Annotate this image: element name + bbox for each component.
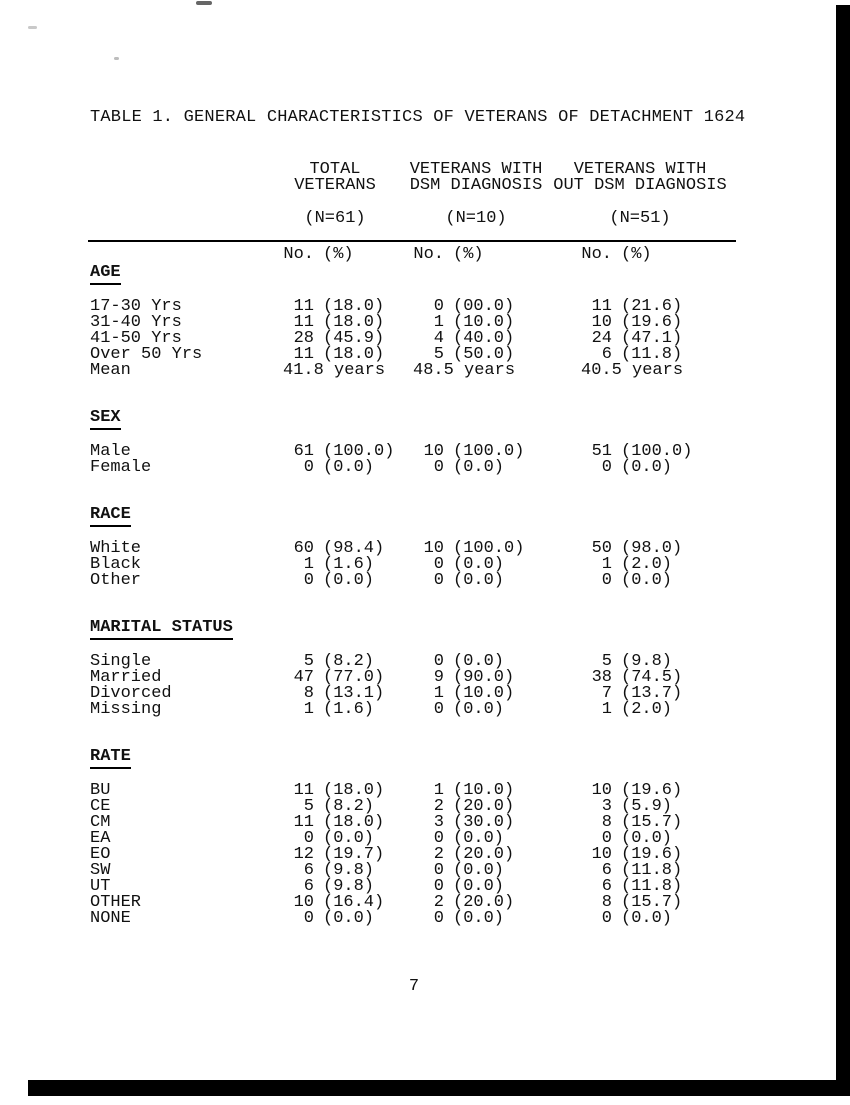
cell-percent: (10.0) (453, 781, 515, 800)
row-label: 17-30 Yrs (90, 297, 182, 316)
section-rows (90, 783, 750, 927)
table-subheader-row (90, 247, 750, 263)
cell-percent: (9.8) (621, 652, 673, 671)
cell-count: 7 (601, 684, 612, 703)
cell-count: 1 (433, 313, 444, 332)
row-label: NONE (90, 909, 131, 928)
cell-count: 6 (303, 877, 314, 896)
column-header-line: DSM DIAGNOSIS (409, 176, 543, 195)
table-row (90, 363, 750, 379)
cell-percent: (0.0) (621, 571, 673, 590)
column-header-line: VETERANS WITH (409, 160, 543, 179)
cell-count: 8 (601, 893, 612, 912)
cell-count: 50 (591, 539, 612, 558)
cell-count: 51 (591, 442, 612, 461)
cell-percent: (8.2) (323, 652, 375, 671)
cell-percent: (10.0) (453, 684, 515, 703)
row-label: BU (90, 781, 111, 800)
section-heading (90, 749, 750, 765)
cell-count: 8 (601, 813, 612, 832)
table-section (90, 410, 750, 476)
cell-text: 41.8 years (283, 361, 386, 380)
cell-count: 0 (601, 829, 612, 848)
column-header-with-dsm (398, 162, 554, 227)
table-title: TABLE 1. GENERAL CHARACTERISTICS OF VETERANS OF DETACHMENT 1624 (90, 108, 746, 127)
cell-percent: (100.0) (323, 442, 395, 461)
cell-count: 1 (433, 781, 444, 800)
cell-group (581, 573, 703, 589)
column-header-total-veterans (270, 162, 400, 227)
cell-percent: (2.0) (621, 700, 673, 719)
column-n-count: (N=51) (609, 209, 671, 228)
column-n-count: (N=10) (445, 209, 507, 228)
cell-group (283, 911, 405, 927)
cell-group (413, 363, 535, 379)
cell-percent: (0.0) (453, 909, 505, 928)
table-row (90, 911, 750, 927)
section-rows (90, 444, 750, 476)
cell-percent: (19.6) (621, 845, 683, 864)
cell-percent: (0.0) (453, 555, 505, 574)
cell-count: 2 (433, 893, 444, 912)
row-label: White (90, 539, 142, 558)
section-heading-text: MARITAL STATUS (90, 618, 233, 640)
table-section (90, 265, 750, 379)
cell-count: 0 (303, 571, 314, 590)
cell-group (581, 702, 703, 718)
cell-percent: (00.0) (453, 297, 515, 316)
cell-count: 0 (433, 700, 444, 719)
cell-percent: (0.0) (621, 829, 673, 848)
row-label: Female (90, 458, 152, 477)
cell-count: 11 (293, 313, 314, 332)
cell-count: 9 (433, 668, 444, 687)
cell-count: 11 (293, 813, 314, 832)
row-label: EA (90, 829, 111, 848)
table-sections (90, 265, 750, 927)
section-heading-text: RATE (90, 747, 131, 769)
cell-percent: (0.0) (453, 829, 505, 848)
cell-percent: (11.8) (621, 345, 683, 364)
row-label: CM (90, 813, 111, 832)
cell-count: 10 (293, 893, 314, 912)
cell-group (283, 363, 405, 379)
cell-percent: (98.0) (621, 539, 683, 558)
cell-count: 47 (293, 668, 314, 687)
cell-percent: (100.0) (621, 442, 693, 461)
cell-percent: (10.0) (453, 313, 515, 332)
cell-percent: (90.0) (453, 668, 515, 687)
column-n-count: (N=61) (304, 209, 366, 228)
cell-percent: (0.0) (323, 458, 375, 477)
cell-percent: (47.1) (621, 329, 683, 348)
column-header-line: OUT DSM DIAGNOSIS (553, 176, 727, 195)
scan-artifact-bottom-bar (28, 1080, 850, 1096)
cell-percent: (13.7) (621, 684, 683, 703)
column-header-without-dsm (542, 162, 738, 227)
row-label: SW (90, 861, 111, 880)
row-label: Missing (90, 700, 162, 719)
cell-percent: (0.0) (453, 571, 505, 590)
cell-count: 0 (433, 458, 444, 477)
cell-group (413, 460, 535, 476)
cell-count: 0 (601, 458, 612, 477)
cell-count: 6 (601, 861, 612, 880)
cell-percent: (19.7) (323, 845, 385, 864)
cell-count: 0 (433, 652, 444, 671)
row-label: Married (90, 668, 162, 687)
cell-count: 2 (433, 845, 444, 864)
cell-count: 11 (293, 345, 314, 364)
cell-percent: (40.0) (453, 329, 515, 348)
cell-percent: (21.6) (621, 297, 683, 316)
section-heading (90, 620, 750, 636)
cell-count: 10 (591, 313, 612, 332)
cell-count: 0 (433, 861, 444, 880)
cell-count: 0 (433, 555, 444, 574)
table-row (90, 573, 750, 589)
table-section (90, 620, 750, 718)
cell-percent: (0.0) (453, 700, 505, 719)
cell-percent: (19.6) (621, 781, 683, 800)
cell-count: 0 (433, 571, 444, 590)
table-row (90, 702, 750, 718)
document-content (90, 0, 750, 995)
cell-percent: (0.0) (323, 909, 375, 928)
cell-count: 11 (591, 297, 612, 316)
row-label: 41-50 Yrs (90, 329, 182, 348)
column-header-line: VETERANS WITH (573, 160, 707, 179)
cell-percent: (30.0) (453, 813, 515, 832)
cell-count: 1 (303, 700, 314, 719)
cell-percent: (20.0) (453, 845, 515, 864)
no-label: No. (413, 245, 444, 264)
section-heading-text: AGE (90, 263, 121, 285)
cell-group (581, 460, 703, 476)
cell-percent: (19.6) (621, 313, 683, 332)
row-label: Male (90, 442, 131, 461)
subheader-spacer (90, 247, 283, 263)
cell-percent: (98.4) (323, 539, 385, 558)
section-heading-text: SEX (90, 408, 121, 430)
cell-percent: (45.9) (323, 329, 385, 348)
cell-percent: (20.0) (453, 797, 515, 816)
pct-label: (%) (621, 245, 652, 264)
cell-percent: (50.0) (453, 345, 515, 364)
cell-count: 10 (591, 781, 612, 800)
cell-count: 10 (423, 539, 444, 558)
cell-count: 0 (433, 297, 444, 316)
pct-label: (%) (323, 245, 354, 264)
cell-count: 6 (601, 345, 612, 364)
table-section (90, 749, 750, 927)
cell-percent: (15.7) (621, 893, 683, 912)
row-label: Other (90, 571, 142, 590)
cell-percent: (11.8) (621, 861, 683, 880)
cell-percent: (11.8) (621, 877, 683, 896)
row-label: Divorced (90, 684, 172, 703)
cell-count: 1 (433, 684, 444, 703)
scan-artifact-right-bar (836, 5, 850, 1096)
section-heading (90, 410, 750, 426)
cell-percent: (1.6) (323, 555, 375, 574)
table-section (90, 507, 750, 589)
row-label: UT (90, 877, 111, 896)
cell-count: 8 (303, 684, 314, 703)
row-label: Black (90, 555, 142, 574)
cell-percent: (77.0) (323, 668, 385, 687)
cell-count: 38 (591, 668, 612, 687)
no-label: No. (581, 245, 612, 264)
cell-percent: (18.0) (323, 813, 385, 832)
table-row (90, 460, 750, 476)
cell-count: 11 (293, 297, 314, 316)
section-heading (90, 507, 750, 523)
cell-percent: (100.0) (453, 442, 525, 461)
page-number: 7 (408, 977, 420, 996)
cell-count: 3 (433, 813, 444, 832)
cell-group (413, 702, 535, 718)
cell-count: 10 (591, 845, 612, 864)
cell-percent: (0.0) (621, 458, 673, 477)
cell-count: 0 (433, 877, 444, 896)
cell-percent: (16.4) (323, 893, 385, 912)
cell-percent: (9.8) (323, 861, 375, 880)
cell-count: 1 (303, 555, 314, 574)
cell-count: 4 (433, 329, 444, 348)
cell-percent: (20.0) (453, 893, 515, 912)
table-column-headers (90, 162, 750, 230)
cell-count: 1 (601, 700, 612, 719)
cell-count: 10 (423, 442, 444, 461)
table-horizontal-rule (88, 240, 736, 242)
cell-percent: (8.2) (323, 797, 375, 816)
section-heading (90, 265, 750, 281)
cell-percent: (0.0) (453, 652, 505, 671)
cell-percent: (18.0) (323, 313, 385, 332)
cell-count: 24 (591, 329, 612, 348)
cell-count: 60 (293, 539, 314, 558)
row-label: CE (90, 797, 111, 816)
cell-count: 5 (433, 345, 444, 364)
cell-percent: (18.0) (323, 297, 385, 316)
cell-count: 1 (601, 555, 612, 574)
subheader-group (283, 247, 405, 263)
cell-group (581, 911, 703, 927)
scan-artifact-mark (28, 26, 37, 29)
cell-percent: (74.5) (621, 668, 683, 687)
cell-percent: (0.0) (453, 458, 505, 477)
cell-count: 5 (303, 652, 314, 671)
cell-count: 3 (601, 797, 612, 816)
cell-percent: (2.0) (621, 555, 673, 574)
cell-count: 2 (433, 797, 444, 816)
no-label: No. (283, 245, 314, 264)
cell-percent: (5.9) (621, 797, 673, 816)
cell-count: 0 (303, 458, 314, 477)
cell-percent: (100.0) (453, 539, 525, 558)
cell-count: 0 (601, 571, 612, 590)
cell-count: 11 (293, 781, 314, 800)
cell-count: 6 (303, 861, 314, 880)
cell-group (283, 702, 405, 718)
cell-percent: (0.0) (453, 877, 505, 896)
row-label: Single (90, 652, 152, 671)
cell-count: 12 (293, 845, 314, 864)
cell-percent: (0.0) (621, 909, 673, 928)
section-rows (90, 299, 750, 379)
subheader-group (581, 247, 703, 263)
cell-group (283, 460, 405, 476)
cell-group (413, 573, 535, 589)
cell-count: 28 (293, 329, 314, 348)
cell-percent: (18.0) (323, 345, 385, 364)
cell-text: 48.5 years (413, 361, 516, 380)
row-label: Mean (90, 361, 131, 380)
section-rows (90, 541, 750, 589)
cell-text: 40.5 years (581, 361, 684, 380)
cell-count: 61 (293, 442, 314, 461)
subheader-group (413, 247, 535, 263)
cell-count: 0 (601, 909, 612, 928)
cell-percent: (1.6) (323, 700, 375, 719)
cell-count: 5 (303, 797, 314, 816)
cell-count: 0 (303, 829, 314, 848)
cell-count: 6 (601, 877, 612, 896)
row-label: OTHER (90, 893, 142, 912)
cell-count: 0 (303, 909, 314, 928)
row-label: Over 50 Yrs (90, 345, 203, 364)
row-label: 31-40 Yrs (90, 313, 182, 332)
row-label: EO (90, 845, 111, 864)
cell-count: 0 (433, 829, 444, 848)
section-heading-text: RACE (90, 505, 131, 527)
cell-count: 5 (601, 652, 612, 671)
cell-percent: (0.0) (323, 829, 375, 848)
cell-percent: (15.7) (621, 813, 683, 832)
section-rows (90, 654, 750, 718)
cell-percent: (0.0) (323, 571, 375, 590)
cell-count: 0 (433, 909, 444, 928)
pct-label: (%) (453, 245, 484, 264)
column-header-line: VETERANS (294, 176, 376, 195)
cell-group (413, 911, 535, 927)
column-header-line: TOTAL (309, 160, 361, 179)
cell-percent: (0.0) (453, 861, 505, 880)
cell-percent: (13.1) (323, 684, 385, 703)
cell-percent: (18.0) (323, 781, 385, 800)
cell-percent: (9.8) (323, 877, 375, 896)
cell-group (283, 573, 405, 589)
cell-group (581, 363, 703, 379)
